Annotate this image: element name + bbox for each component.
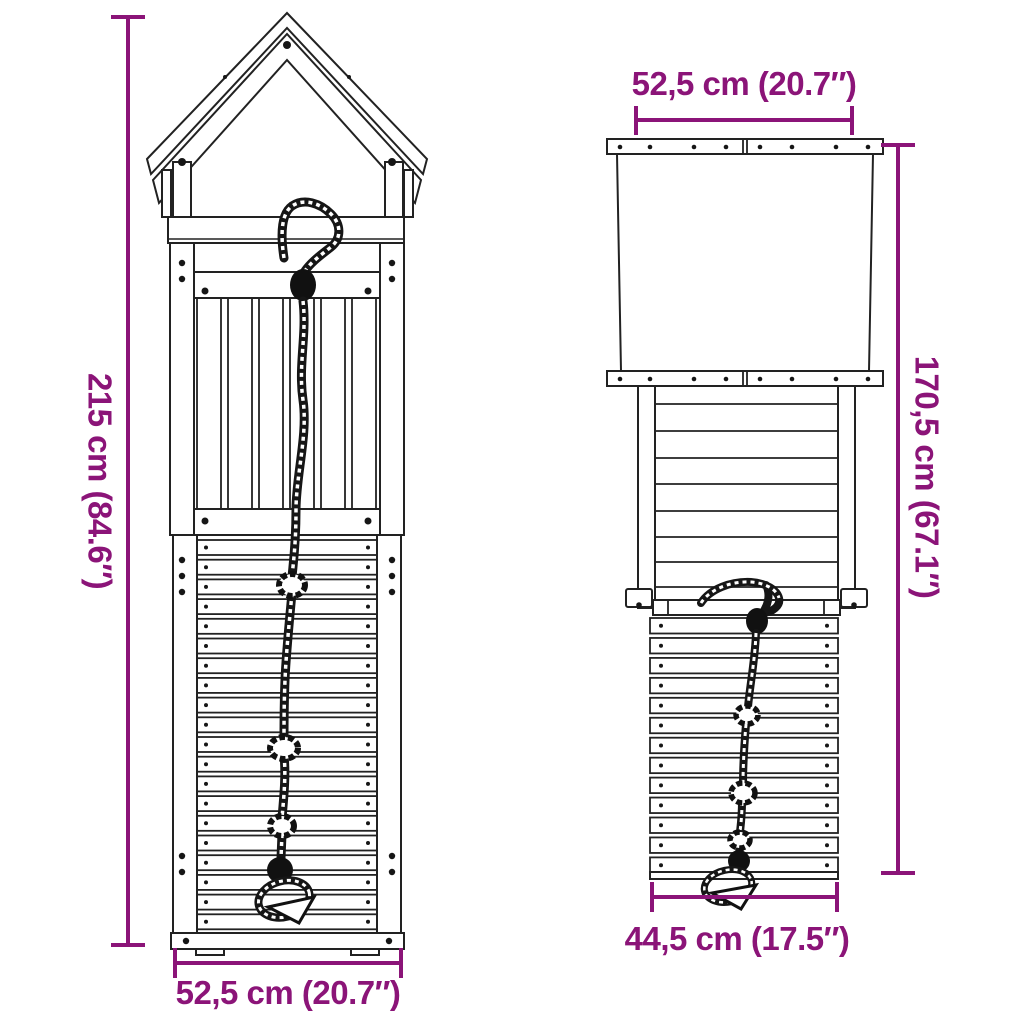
dimension-side-roof-width: [632, 65, 857, 135]
dimension-front-height: [82, 15, 146, 947]
side-roof-width-label: 52,5 cm (20.7″): [631, 65, 857, 102]
front-width-label: 52,5 cm (20.7″): [175, 974, 401, 1011]
front-post-right-outer: [404, 170, 413, 217]
front-foot-right: [351, 949, 379, 955]
side-view-drawing: [607, 139, 883, 909]
front-climb-stile-left: [173, 535, 197, 935]
dimension-side-height: [881, 143, 946, 875]
front-stile-right: [380, 243, 404, 535]
side-base-width-label: 44,5 cm (17.5″): [624, 920, 850, 957]
front-fence-top-rail: [188, 272, 385, 298]
front-fence-bottom-rail: [188, 509, 385, 535]
front-base-board: [171, 933, 404, 949]
side-height-label: 170,5 cm (67.1″): [908, 355, 946, 599]
front-stile-left: [170, 243, 194, 535]
front-climb-stile-right: [377, 535, 401, 935]
front-height-label: 215 cm (84.6″): [81, 372, 119, 590]
side-post-left: [638, 386, 655, 608]
side-post-right: [838, 386, 855, 608]
front-post-left-outer: [162, 170, 171, 217]
side-wall-planks: [655, 404, 838, 587]
front-view-drawing: [147, 13, 427, 955]
dimension-front-width: [175, 948, 401, 1011]
front-post-left: [173, 162, 191, 217]
side-climb-top-rail: [653, 600, 840, 615]
front-post-right: [385, 162, 403, 217]
side-roof-panel: [617, 154, 873, 371]
front-foot-left: [196, 949, 224, 955]
front-fence-balusters: [197, 298, 376, 509]
